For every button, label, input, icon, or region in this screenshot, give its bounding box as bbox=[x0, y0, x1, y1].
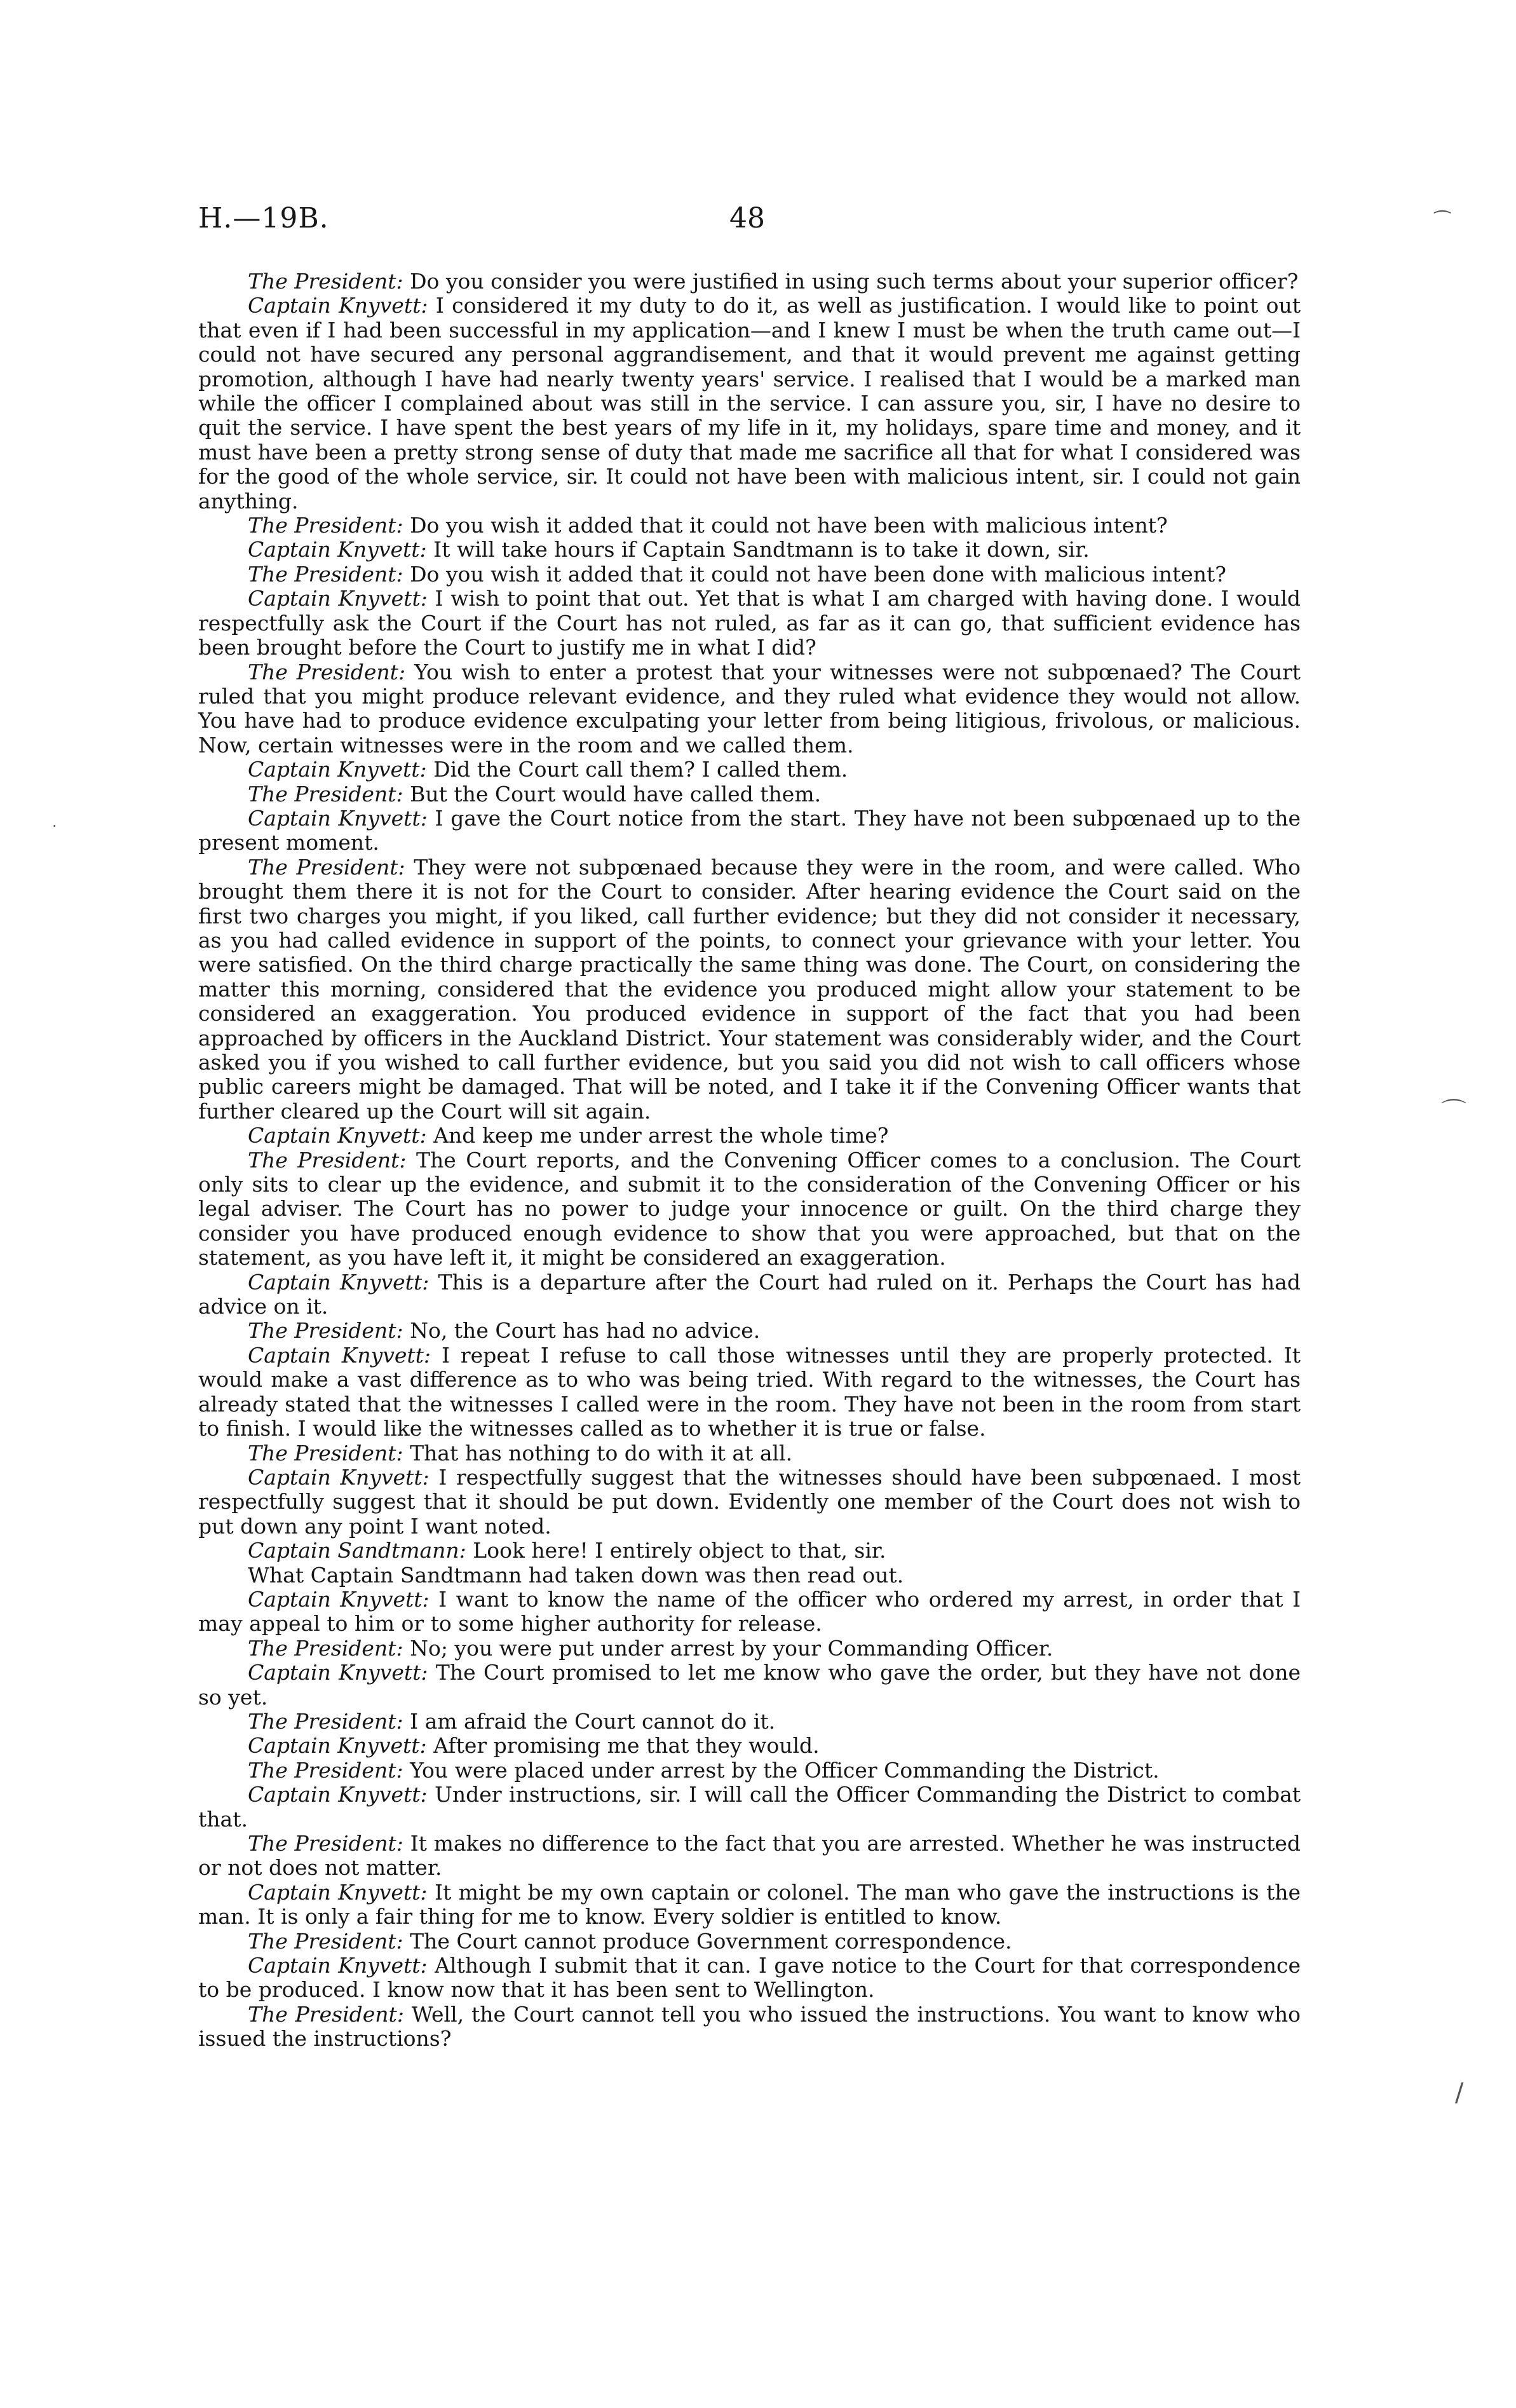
transcript-paragraph bbox=[198, 1588, 1301, 1636]
speech-text: Look here! I entirely object to that, sir. bbox=[473, 1538, 886, 1563]
speech-text: Although I submit that it can. I gave notice to the Court for that correspondence to be produced. I know now that it has been sent to Wellington. bbox=[198, 1953, 1301, 2003]
speech-text: I am afraid the Court cannot do it. bbox=[410, 1708, 776, 1734]
speaker-name: Captain Knyvett: bbox=[248, 1123, 427, 1148]
speech-text: After promising me that they would. bbox=[433, 1733, 820, 1758]
speech-text: The Court promised to let me know who gave the order, but they have not done so yet. bbox=[198, 1660, 1301, 1710]
speaker-name: Captain Knyvett: bbox=[248, 537, 427, 562]
speaker-name: Captain Knyvett: bbox=[248, 1342, 431, 1368]
speech-text: Under instructions, sir. I will call the Officer Commanding the District to combat that. bbox=[198, 1782, 1301, 1832]
speaker-name: Captain Knyvett: bbox=[248, 1586, 430, 1612]
transcript-paragraph bbox=[198, 1783, 1301, 1832]
speaker-name: Captain Knyvett: bbox=[248, 1660, 428, 1685]
speaker-name: The President: bbox=[248, 269, 403, 294]
speech-text: Did the Court call them? I called them. bbox=[433, 757, 848, 782]
speech-text: I wish to point that out. Yet that is what I am charged with having done. I would respectfully ask the Court if the Court has not ruled, as far as it can go, that sufficient evidence has been brought before the Court to justify me in what I did? bbox=[198, 586, 1301, 660]
transcript-paragraph bbox=[198, 855, 1301, 1124]
transcript-paragraph bbox=[198, 538, 1301, 562]
speaker-name: The President: bbox=[248, 2001, 404, 2027]
speech-text: I gave the Court notice from the start. They have not been subpœnaed up to the present moment. bbox=[198, 805, 1301, 855]
speech-text: And keep me under arrest the whole time? bbox=[433, 1123, 889, 1148]
speech-text: Do you wish it added that it could not have been with malicious intent? bbox=[410, 513, 1168, 538]
margin-mark: / bbox=[1455, 2078, 1464, 2107]
speech-text: No; you were put under arrest by your Commanding Officer. bbox=[410, 1635, 1053, 1661]
speaker-name: The President: bbox=[248, 1928, 403, 1954]
transcript-paragraph bbox=[198, 1343, 1301, 1441]
speaker-name: Captain Knyvett: bbox=[248, 805, 428, 831]
speaker-name: The President: bbox=[248, 1318, 403, 1343]
transcript-paragraph bbox=[198, 514, 1301, 538]
speaker-name: Captain Knyvett: bbox=[248, 1953, 428, 1978]
speech-text: I considered it my duty to do it, as well as justification. I would like to point out that even if I had been successful in my application—and I knew I must be when the truth came out—I could not have secured any personal aggrandisement, and that it would prevent me against getting promotion, although I have had nearly twenty years' service. I realised that I would be a marked man while the officer I complained about was still in the service. I can assure you, sir, I have no desire to quit the service. I have spent the best years of my life in it, my holidays, spare time and money, and it must have been a pretty strong sense of duty that made me sacrifice all that for what I considered was for the good of the whole service, sir. It could not have been with malicious intent, sir. I could not gain anything. bbox=[198, 293, 1301, 514]
speech-text: No, the Court has had no advice. bbox=[410, 1318, 761, 1343]
transcript-paragraph bbox=[198, 1466, 1301, 1539]
report-reference: H.—19B. bbox=[198, 202, 329, 235]
speaker-name: The President: bbox=[248, 1831, 403, 1856]
transcript-paragraph bbox=[198, 660, 1301, 758]
speaker-name: The President: bbox=[248, 781, 403, 806]
speech-text: It makes no difference to the fact that you are arrested. Whether he was instructed or not does not matter. bbox=[198, 1831, 1301, 1881]
speaker-name: Captain Knyvett: bbox=[248, 1879, 428, 1905]
page-number: 48 bbox=[729, 202, 765, 235]
speaker-name: Captain Sandtmann: bbox=[248, 1538, 466, 1563]
speech-text: That has nothing to do with it at all. bbox=[410, 1440, 793, 1466]
speech-text: Well, the Court cannot tell you who issued the instructions. You want to know who issued the instructions? bbox=[198, 2001, 1301, 2051]
transcript-paragraph bbox=[198, 587, 1301, 660]
speaker-name: Captain Knyvett: bbox=[248, 1269, 430, 1295]
speaker-name: Captain Knyvett: bbox=[248, 293, 428, 318]
speech-text: Do you consider you were justified in using such terms about your superior officer? bbox=[410, 269, 1299, 294]
transcript-paragraph bbox=[198, 1441, 1301, 1466]
transcript-paragraph bbox=[198, 1734, 1301, 1758]
margin-mark: · bbox=[52, 817, 57, 835]
speech-text: I want to know the name of the officer who ordered my arrest, in order that I may appeal to him or to some higher authority for release. bbox=[198, 1586, 1301, 1636]
speaker-name: Captain Knyvett: bbox=[248, 1464, 430, 1490]
transcript-body bbox=[198, 269, 1301, 2051]
transcript-paragraph bbox=[198, 806, 1301, 855]
transcript-paragraph bbox=[198, 1881, 1301, 1929]
margin-mark: ⁀ bbox=[1435, 211, 1451, 233]
speaker-name: The President: bbox=[248, 659, 406, 684]
transcript-paragraph bbox=[198, 1563, 1301, 1588]
speech-text: You were placed under arrest by the Officer Commanding the District. bbox=[410, 1757, 1160, 1783]
transcript-paragraph bbox=[198, 782, 1301, 806]
speaker-name: The President: bbox=[248, 1757, 403, 1783]
transcript-paragraph bbox=[198, 1539, 1301, 1563]
speaker-name: Captain Knyvett: bbox=[248, 586, 428, 611]
speech-text: You wish to enter a protest that your witnesses were not subpœnaed? The Court ruled that you might produce relevant evidence, and they ruled what evidence they would not allow. You have had to produce evidence exculpating your letter from being litigious, frivolous, or malicious. Now, certain witnesses were in the room and we called them. bbox=[198, 659, 1301, 758]
speech-text: What Captain Sandtmann had taken down was then read out. bbox=[248, 1562, 904, 1588]
transcript-paragraph bbox=[198, 1954, 1301, 2003]
transcript-paragraph bbox=[198, 1319, 1301, 1343]
transcript-paragraph bbox=[198, 1929, 1301, 1954]
speech-text: The Court cannot produce Government correspondence. bbox=[410, 1928, 1012, 1954]
speech-text: The Court reports, and the Convening Officer comes to a conclusion. The Court only sits to clear up the evidence, and submit it to the consideration of the Convening Officer or his legal adviser. The Court has no power to judge your innocence or guilt. On the third charge they consider you have produced enough evidence to show that you were approached, but that on the statement, as you have left it, it might be considered an exaggeration. bbox=[198, 1147, 1301, 1270]
transcript-paragraph bbox=[198, 294, 1301, 514]
speech-text: They were not subpœnaed because they were in the room, and were called. Who brought them there it is not for the Court to consider. After hearing evidence the Court said on the first two charges you might, if you liked, call further evidence; but they did not consider it necessary, as you had called evidence in support of the points, to connect your grievance with your letter. You were satisfied. On the third charge practically the same thing was done. The Court, on considering the matter this morning, considered that the evidence you produced might allow your statement to be considered an exaggeration. You produced evidence in support of the fact that you had been approached by officers in the Auckland District. Your statement was considerably wider, and the Court asked you if you wished to call further evidence, but you said you did not wish to call officers whose public careers might be damaged. That will be noted, and I take it if the Convening Officer wants that further cleared up the Court will sit again. bbox=[198, 854, 1301, 1124]
speaker-name: The President: bbox=[248, 513, 403, 538]
speech-text: But the Court would have called them. bbox=[410, 781, 822, 806]
transcript-paragraph bbox=[198, 1270, 1301, 1319]
transcript-paragraph bbox=[198, 758, 1301, 782]
transcript-paragraph bbox=[198, 1758, 1301, 1783]
speech-text: I repeat I refuse to call those witnesses until they are properly protected. It would make a vast difference as to who was being tried. With regard to the witnesses, the Court has already stated that the witnesses I called were in the room. They have not been in the room from start to finish. I would like the witnesses called as to whether it is true or false. bbox=[198, 1342, 1301, 1441]
speaker-name: Captain Knyvett: bbox=[248, 757, 427, 782]
transcript-paragraph bbox=[198, 562, 1301, 587]
speech-text: It might be my own captain or colonel. The man who gave the instructions is the man. It is only a fair thing for me to know. Every soldier is entitled to know. bbox=[198, 1879, 1301, 1929]
speaker-name: Captain Knyvett: bbox=[248, 1782, 428, 1807]
transcript-paragraph bbox=[198, 1832, 1301, 1881]
speaker-name: The President: bbox=[248, 854, 405, 880]
transcript-paragraph bbox=[198, 1636, 1301, 1661]
transcript-paragraph bbox=[198, 2003, 1301, 2051]
speaker-name: Captain Knyvett: bbox=[248, 1733, 427, 1758]
transcript-paragraph bbox=[198, 1710, 1301, 1734]
speech-text: I respectfully suggest that the witnesses should have been subpœnaed. I most respectfully suggest that it should be put down. Evidently one member of the Court does not wish to put down any point I want noted. bbox=[198, 1464, 1301, 1539]
speaker-name: The President: bbox=[248, 1635, 403, 1661]
margin-mark: ⌒ bbox=[1441, 1098, 1466, 1127]
speaker-name: The President: bbox=[248, 1147, 407, 1173]
transcript-paragraph bbox=[198, 1148, 1301, 1270]
speaker-name: The President: bbox=[248, 561, 403, 587]
speaker-name: The President: bbox=[248, 1708, 403, 1734]
transcript-paragraph bbox=[198, 1661, 1301, 1710]
speech-text: This is a departure after the Court had ruled on it. Perhaps the Court has had advice on it. bbox=[198, 1269, 1301, 1319]
transcript-paragraph bbox=[198, 269, 1301, 294]
transcript-paragraph bbox=[198, 1124, 1301, 1148]
speech-text: It will take hours if Captain Sandtmann is to take it down, sir. bbox=[433, 537, 1090, 562]
speech-text: Do you wish it added that it could not have been done with malicious intent? bbox=[410, 561, 1226, 587]
page-header bbox=[198, 202, 1297, 247]
speaker-name: The President: bbox=[248, 1440, 403, 1466]
